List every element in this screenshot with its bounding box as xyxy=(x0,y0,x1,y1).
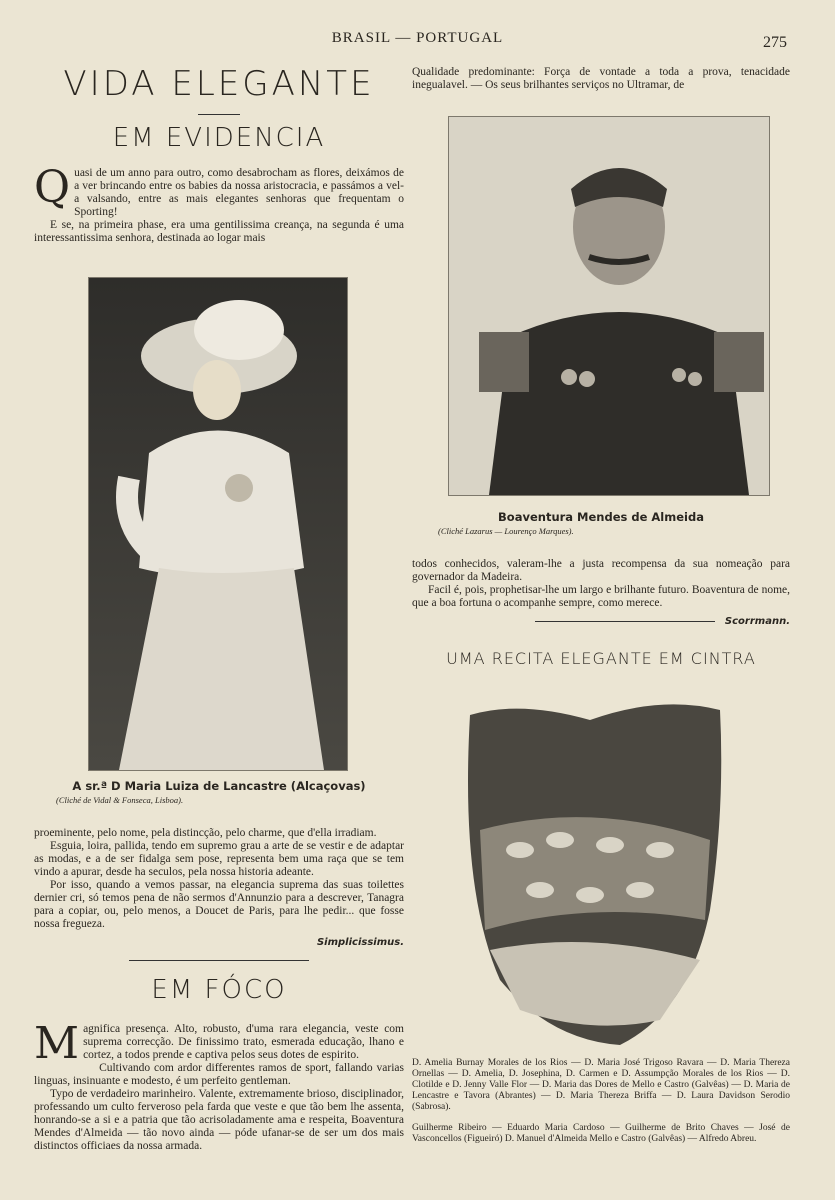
article-paragraph: Qualidade predominante: Força de vontade a toda a prova, tenacidade inegualavel. — Os seus brilhantes serviços no Ultramar, de xyxy=(412,66,790,91)
portrait-photo-maria-luiza xyxy=(88,277,348,771)
page-number: 275 xyxy=(763,34,787,51)
article-paragraph: Por isso, quando a vemos passar, na elegancia suprema das suas toilettes dernier cri, só temos pena de não sermos d'Annunzio para a descrever, Tanagra para a copiar, ou, pelo menos, a Doucet de Paris, para lhe pedir... que fosse nossa fregueza. xyxy=(34,879,404,930)
signature-row xyxy=(412,616,790,627)
article-title-em-evidencia: EM EVIDENCIA xyxy=(112,123,326,153)
masthead: BRASIL — PORTUGAL xyxy=(331,30,504,46)
article-paragraph: proeminente, pelo nome, pela distincção, pelo charme, que d'ella irradiam. xyxy=(34,827,377,839)
article-paragraph: Facil é, pois, prophetisar-lhe um largo e brilhante futuro. Boaventura de nome, que a boa fortuna o acompanhe sempre, como merece. xyxy=(412,584,790,609)
article-paragraph: todos conhecidos, valeram-lhe a justa recompensa da sua nomeação para governador da Madeira. xyxy=(412,558,790,583)
article-paragraph: Magnifica presença. Alto, robusto, d'uma rara elegancia, veste com suprema correcção. De finissimo trato, esmerada educação, lhano e cortez, a todos prende e captiva pelos seus dotes de espirito. xyxy=(34,1018,404,1069)
article-paragraph: Typo de verdadeiro marinheiro. Valente, extremamente brioso, disciplinador, professando um culto ferveroso pela farda que veste e que tão bem lhe assenta, honrando-se a si e a patria que tão acrisoladamente ama e respeita, Boaventura Mendes d'Almeida — tão novo ainda — póde ufanar-se de ser um dos mais distinctos officiaes da nossa armada. xyxy=(34,1088,404,1152)
left-column xyxy=(34,60,404,1153)
photo-names-caption: D. Amelia Burnay Morales de los Rios — D. Maria José Trigoso Ravara — D. Maria Thereza Ornellas — D. Amelia, D. Josephina, D. Carmen e D. Assumpção Morales de los Rios — D. Clotilde e D. Jenny Valle Flor — D. Maria das Dores de Mello e Castro (Galvêas) — D. Maria de Lencastre e Tavora (Abrantes) — D. Maria Thereza Briffa — D. Laura Davidson Serodio (Sabrosa). xyxy=(412,1058,790,1112)
photo-names-caption: Guilherme Ribeiro — Eduardo Maria Cardoso — Guilherme de Brito Chaves — José de Vasconcellos (Figueiró) D. Manuel d'Almeida Mello e Castro (Galvêas) — Alfredo Abreu. xyxy=(412,1122,790,1144)
article-paragraph: Quasi de um anno para outro, como desabrocham as flores, deixámos de a ver brincando entre os babies da nossa aristocracia, e passámos a vel-a valsando, entre as mais elegantes senhoras que frequentam o Sporting! xyxy=(34,162,404,218)
article-paragraph: E se, na primeira phase, era uma gentilissima creança, na segunda é uma interessantissima senhora, destinada ao logar mais xyxy=(34,219,404,244)
portrait-illustration xyxy=(89,278,347,770)
drop-cap: Q xyxy=(34,162,71,213)
portrait-photo-boaventura xyxy=(448,116,770,496)
drop-cap: M xyxy=(34,1018,80,1069)
article-title-em-foco: EM FÓCO xyxy=(151,975,287,1005)
group-photo-illustration xyxy=(460,690,732,1050)
section-title-recita: UMA RECITA ELEGANTE EM CINTRA xyxy=(446,649,756,668)
photo-credit: (Cliché de Vidal & Fonseca, Lisboa). xyxy=(56,795,184,805)
section-title-vida-elegante: VIDA ELEGANTE xyxy=(63,64,375,104)
photo-caption: A sr.ª D Maria Luiza de Lancastre (Alcaçovas) xyxy=(72,779,366,793)
photo-credit: (Cliché Lazarus — Lourenço Marques). xyxy=(438,526,574,536)
article-signature: Simplicissimus. xyxy=(316,937,404,948)
right-column xyxy=(412,60,790,1154)
photo-caption: Boaventura Mendes de Almeida xyxy=(498,510,704,524)
article-signature: Scorrmann. xyxy=(724,616,790,627)
divider xyxy=(129,960,309,961)
article-paragraph: Esguia, loira, pallida, tendo em supremo grau a arte de se vestir e de adaptar as modas, e a de ser fidalga sem pose, representa bem uma raça que se tem vindo a apurar, desde ha seculos, pela nossa historia adeante. xyxy=(34,840,404,878)
divider xyxy=(198,114,240,115)
article-paragraph: Cultivando com ardor differentes ramos de sport, fallando varias linguas, insinuante e modesto, é um perfeito gentleman. xyxy=(34,1062,404,1087)
portrait-illustration xyxy=(449,117,769,495)
group-photo-cintra xyxy=(460,690,732,1050)
divider xyxy=(535,621,715,622)
